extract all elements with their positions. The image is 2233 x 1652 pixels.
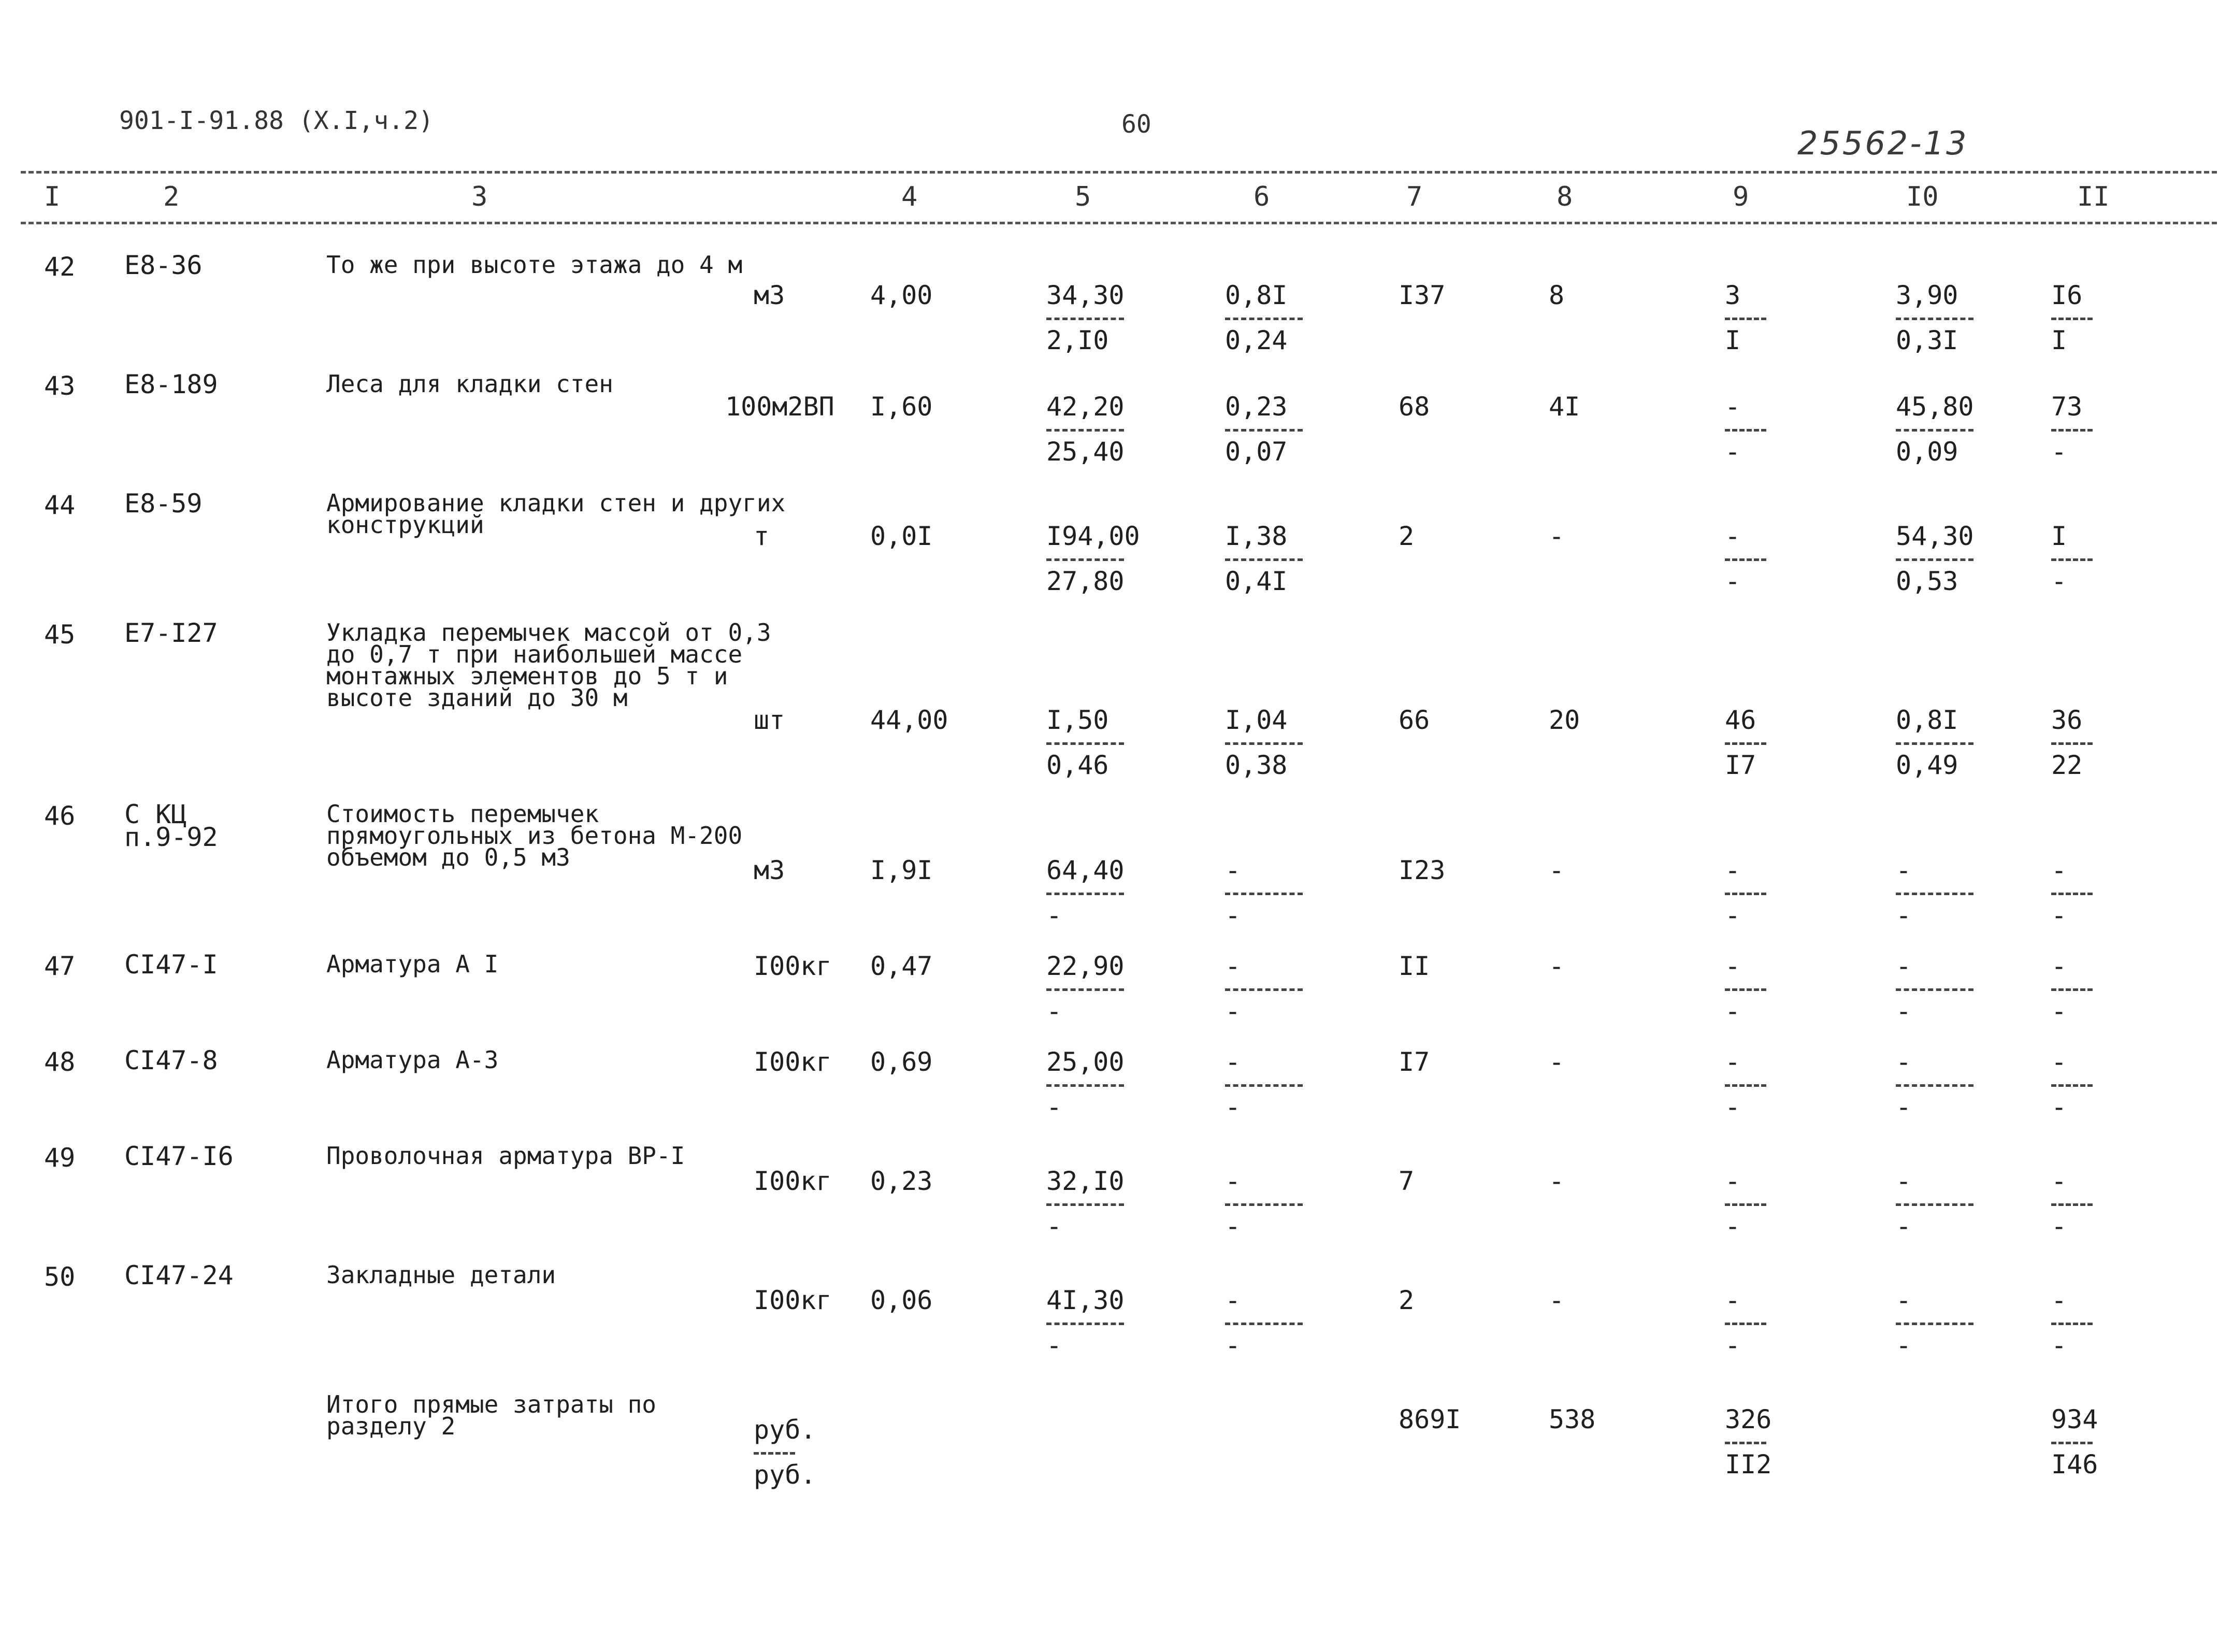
total-col8: 538: [1549, 1404, 1596, 1434]
col11-value: - -: [2051, 953, 2093, 1024]
col7-value: 66: [1399, 705, 1430, 735]
unit: I00кг: [754, 951, 832, 981]
col8-value: -: [1549, 521, 1565, 551]
column-number: 8: [1557, 181, 1573, 212]
col8-value: 4I: [1549, 392, 1580, 422]
norm-code: Е8-189: [124, 369, 218, 399]
col6-value: - -: [1225, 1168, 1303, 1239]
quantity: I,60: [870, 392, 933, 422]
quantity: 4,00: [870, 280, 933, 310]
col8-value: 8: [1549, 280, 1565, 310]
col8-value: -: [1549, 1285, 1565, 1315]
col9-value: - -: [1725, 394, 1766, 465]
quantity: 0,69: [870, 1047, 933, 1077]
col7-value: II: [1399, 951, 1430, 981]
col6-value: - -: [1225, 857, 1303, 928]
work-description: Арматура А-3: [326, 1046, 499, 1074]
unit-cost-col5: 4I,30 -: [1046, 1285, 1125, 1360]
col11-value: 73 -: [2051, 394, 2093, 465]
col9-value: - -: [1725, 1049, 1766, 1120]
col8-value: -: [1549, 951, 1565, 981]
col9-value: 3 I: [1725, 282, 1766, 353]
row-number: 45: [44, 620, 76, 650]
norm-code: СI47-8: [124, 1045, 218, 1075]
unit: м3: [754, 855, 785, 885]
col10-value: - -: [1896, 1287, 1973, 1358]
unit-cost-col5: 34,30 2,I0: [1046, 280, 1125, 355]
col9-value: - -: [1725, 1287, 1766, 1358]
col6-value: 0,23 0,07: [1225, 394, 1303, 465]
page-number: 60: [1121, 110, 1151, 139]
col10-value: - -: [1896, 1049, 1973, 1120]
column-number: 2: [163, 181, 180, 212]
col7-value: 2: [1399, 521, 1415, 551]
col9-value: - -: [1725, 857, 1766, 928]
col7-value: I7: [1399, 1047, 1430, 1077]
column-number: 5: [1075, 181, 1091, 212]
col6-value: - -: [1225, 953, 1303, 1024]
column-number: 3: [471, 181, 488, 212]
row-number: 44: [44, 490, 76, 520]
work-description: Стоимость перемычек прямоугольных из бетона М-200 объемом до 0,5 м3: [326, 800, 743, 871]
col11-value: I6 I: [2051, 282, 2093, 353]
column-number: 7: [1406, 181, 1423, 212]
col9-value: - -: [1725, 953, 1766, 1024]
unit-cost-col5: I94,00 27,80: [1046, 521, 1140, 596]
col9-value: 46 I7: [1725, 707, 1766, 778]
norm-code: С КЦ п.9-92: [124, 799, 218, 852]
unit-cost-col5: 64,40 -: [1046, 855, 1125, 930]
col6-value: - -: [1225, 1287, 1303, 1358]
col10-value: 3,90 0,3I: [1896, 282, 1973, 353]
col10-value: 54,30 0,53: [1896, 521, 1974, 596]
col7-value: 68: [1399, 392, 1430, 422]
work-description: Леса для кладки стен: [326, 370, 613, 398]
header-top-rule: [21, 171, 2217, 174]
col6-value: I,04 0,38: [1225, 707, 1303, 778]
unit: I00кг: [754, 1285, 832, 1315]
col9-value: - -: [1725, 523, 1766, 594]
col8-value: -: [1549, 1166, 1565, 1196]
unit: шт: [754, 705, 785, 735]
col11-value: - -: [2051, 1049, 2093, 1120]
row-number: 46: [44, 801, 76, 831]
row-number: 43: [44, 371, 76, 401]
col10-value: 45,80 0,09: [1896, 392, 1974, 467]
work-description: То же при высоте этажа до 4 м: [326, 251, 743, 279]
col9-value: - -: [1725, 1168, 1766, 1239]
col7-value: I23: [1399, 855, 1446, 885]
unit-cost-col5: 42,20 25,40: [1046, 392, 1125, 467]
column-number: I0: [1906, 181, 1939, 212]
col10-value: - -: [1896, 953, 1973, 1024]
row-number: 48: [44, 1047, 76, 1077]
norm-code: Е8-36: [124, 250, 203, 280]
row-number: 42: [44, 252, 76, 282]
quantity: 44,00: [870, 705, 948, 735]
total-col7: 869I: [1399, 1404, 1461, 1434]
document-code: 901-I-91.88 (Х.I,ч.2): [119, 106, 434, 135]
norm-code: Е7-I27: [124, 618, 218, 648]
quantity: I,9I: [870, 855, 933, 885]
col11-value: I -: [2051, 523, 2093, 594]
col11-value: - -: [2051, 1168, 2093, 1239]
col8-value: -: [1549, 1047, 1565, 1077]
norm-code: СI47-24: [124, 1260, 234, 1290]
column-number: 6: [1254, 181, 1270, 212]
header-bottom-rule: [21, 222, 2217, 224]
row-number: 50: [44, 1262, 76, 1292]
col7-value: 2: [1399, 1285, 1415, 1315]
unit: I00кг: [754, 1166, 832, 1196]
work-description: Армирование кладки стен и других конструкций: [326, 489, 786, 539]
column-number: I: [44, 181, 61, 212]
total-unit: руб. руб.: [754, 1415, 816, 1490]
unit-cost-col5: I,50 0,46: [1046, 707, 1124, 778]
row-number: 49: [44, 1143, 76, 1173]
col10-value: 0,8I 0,49: [1896, 707, 1973, 778]
work-description: Укладка перемычек массой от 0,3 до 0,7 т при наибольшей массе монтажных элементов до 5 т и высоте зданий до 30 м: [326, 619, 771, 712]
unit-cost-col5: 22,90 -: [1046, 951, 1125, 1026]
column-number: 9: [1733, 181, 1749, 212]
col6-value: I,38 0,4I: [1225, 523, 1303, 594]
unit: 100м2ВП: [725, 392, 834, 422]
row-number: 47: [44, 951, 76, 981]
quantity: 0,23: [870, 1166, 933, 1196]
unit: м3: [754, 280, 785, 310]
total-col11: 934 I46: [2051, 1404, 2098, 1479]
col11-value: - -: [2051, 857, 2093, 928]
work-description: Закладные детали: [326, 1261, 556, 1289]
norm-code: СI47-I6: [124, 1141, 234, 1171]
norm-code: СI47-I: [124, 950, 218, 980]
norm-code: Е8-59: [124, 489, 203, 519]
col7-value: 7: [1399, 1166, 1415, 1196]
unit-cost-col5: 25,00 -: [1046, 1047, 1125, 1122]
handwritten-number: 25562-13: [1797, 124, 1969, 162]
unit-cost-col5: 32,I0 -: [1046, 1166, 1125, 1241]
unit: т: [754, 521, 770, 551]
col11-value: 36 22: [2051, 707, 2093, 778]
col8-value: -: [1549, 855, 1565, 885]
quantity: 0,47: [870, 951, 933, 981]
unit: I00кг: [754, 1047, 832, 1077]
quantity: 0,0I: [870, 521, 933, 551]
col6-value: 0,8I 0,24: [1225, 282, 1303, 353]
total-col9: 326 II2: [1725, 1404, 1772, 1479]
col10-value: - -: [1896, 857, 1973, 928]
col7-value: I37: [1399, 280, 1446, 310]
total-label: Итого прямые затраты по разделу 2: [326, 1390, 656, 1440]
column-number: 4: [901, 181, 918, 212]
col10-value: - -: [1896, 1168, 1973, 1239]
quantity: 0,06: [870, 1285, 933, 1315]
col8-value: 20: [1549, 705, 1580, 735]
col6-value: - -: [1225, 1049, 1303, 1120]
column-number: II: [2077, 181, 2110, 212]
col11-value: - -: [2051, 1287, 2093, 1358]
work-description: Проволочная арматура ВР-I: [326, 1142, 685, 1170]
work-description: Арматура А I: [326, 950, 499, 978]
